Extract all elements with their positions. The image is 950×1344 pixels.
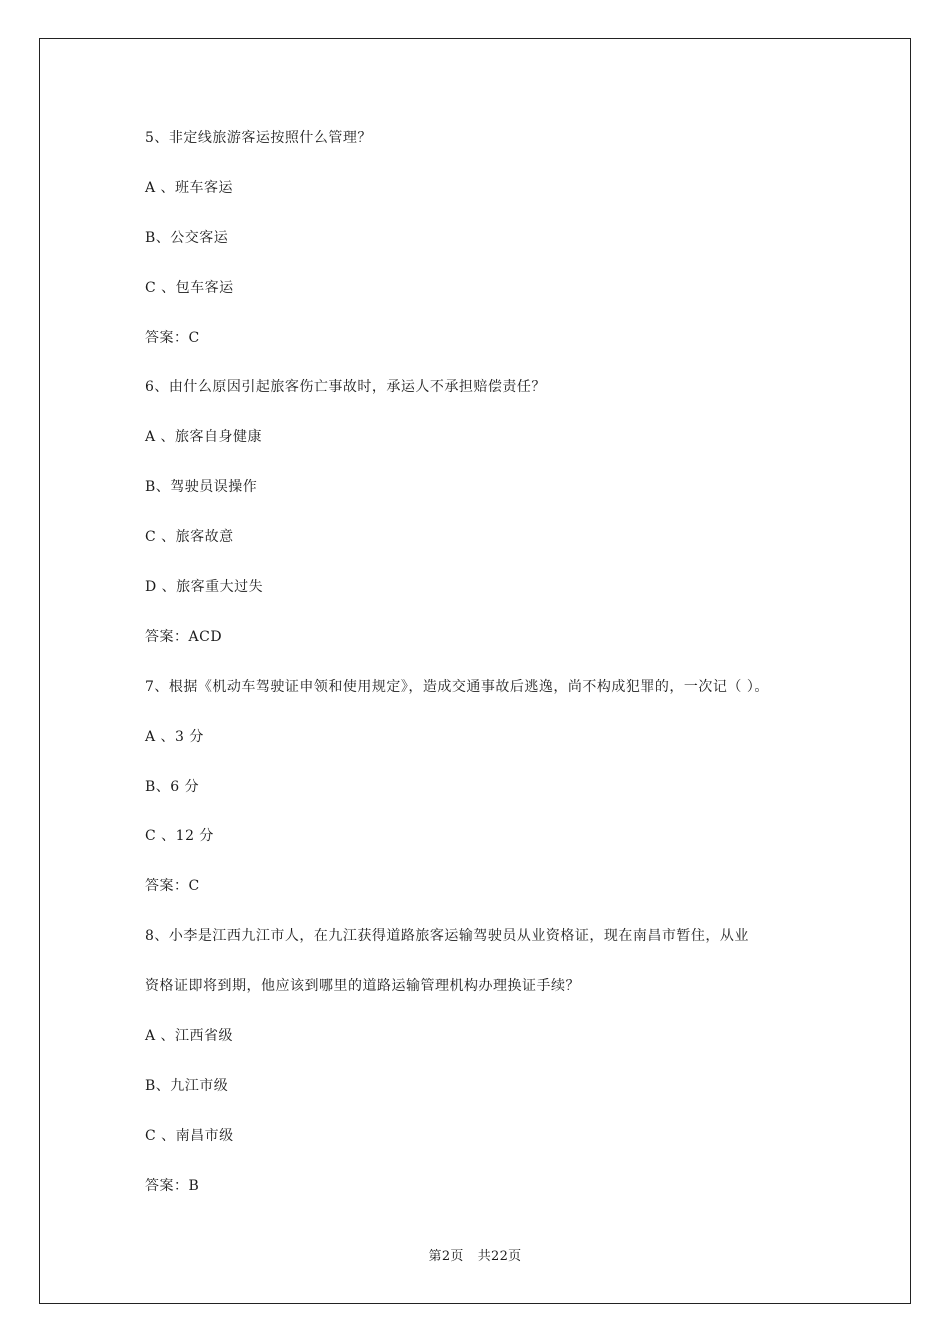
question-8-text-line-2: 资格证即将到期，他应该到哪里的道路运输管理机构办理换证手续？ bbox=[145, 978, 580, 995]
question-5-option-c: C 、包车客运 bbox=[145, 279, 234, 296]
question-7-option-a: A 、3 分 bbox=[145, 728, 204, 745]
question-7-text: 7、根据《机动车驾驶证申领和使用规定》，造成交通事故后逃逸，尚不构成犯罪的，一次记（ ）。 bbox=[145, 678, 769, 695]
question-5-option-a: A 、班车客运 bbox=[145, 179, 234, 196]
page-number: 第2页 bbox=[428, 1249, 464, 1264]
question-6-option-d: D 、旅客重大过失 bbox=[145, 579, 264, 596]
question-7-answer: 答案：C bbox=[145, 878, 200, 895]
question-8-answer: 答案：B bbox=[145, 1177, 200, 1194]
question-8-text-line-1: 8、小李是江西九江市人，在九江获得道路旅客运输驾驶员从业资格证，现在南昌市暂住，从业 bbox=[145, 928, 749, 945]
question-5-answer: 答案：C bbox=[145, 329, 200, 346]
question-5-option-b: B、公交客运 bbox=[145, 229, 229, 246]
question-8-option-b: B、九江市级 bbox=[145, 1077, 229, 1094]
question-6-option-b: B、驾驶员误操作 bbox=[145, 479, 258, 496]
question-5-text: 5、非定线旅游客运按照什么管理？ bbox=[145, 130, 372, 146]
question-6-option-a: A 、旅客自身健康 bbox=[145, 429, 263, 446]
document-body bbox=[145, 128, 845, 1226]
question-8-option-a: A 、江西省级 bbox=[145, 1028, 234, 1045]
question-7-option-b: B、6 分 bbox=[145, 778, 200, 795]
page-footer bbox=[0, 1248, 950, 1266]
question-6-answer: 答案：ACD bbox=[145, 628, 223, 645]
question-7-option-c: C 、12 分 bbox=[145, 828, 214, 845]
question-8-option-c: C 、南昌市级 bbox=[145, 1127, 234, 1144]
page-total: 共22页 bbox=[477, 1249, 522, 1264]
question-6-option-c: C 、旅客故意 bbox=[145, 529, 234, 546]
question-6-text: 6、由什么原因引起旅客伤亡事故时，承运人不承担赔偿责任？ bbox=[145, 379, 546, 396]
